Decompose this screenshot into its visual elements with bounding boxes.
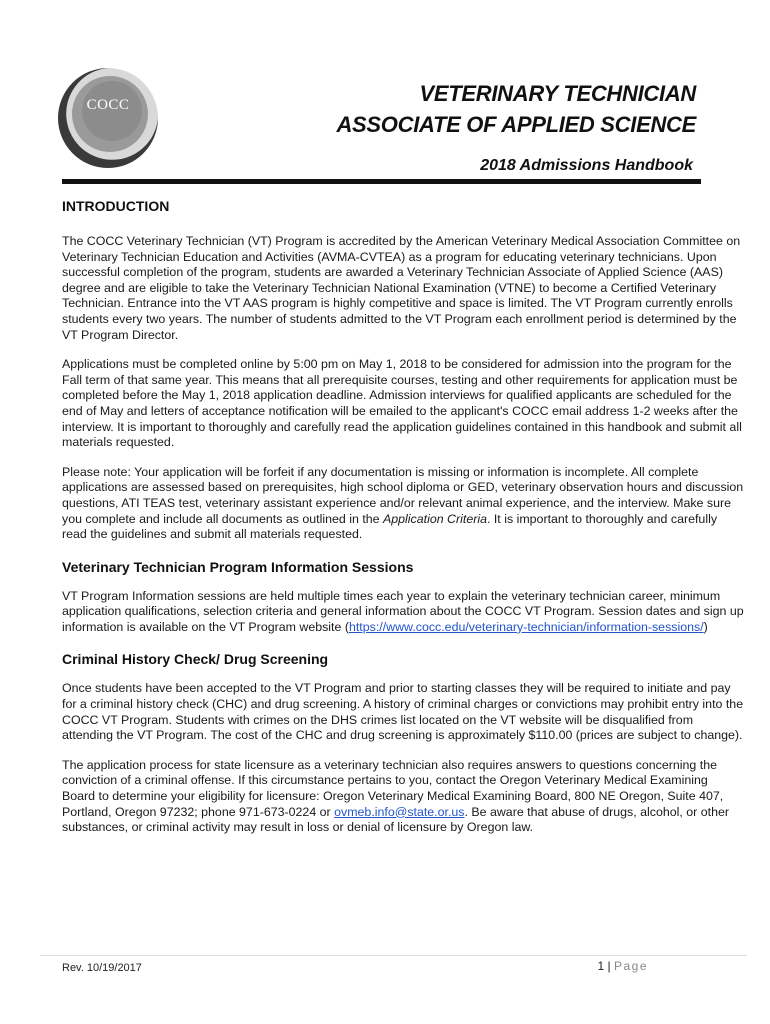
info-sessions-link[interactable]: https://www.cocc.edu/veterinary-technician/information-sessions/ bbox=[348, 619, 704, 634]
page-separator: | bbox=[607, 959, 611, 973]
document-subtitle: 2018 Admissions Handbook bbox=[480, 157, 693, 174]
title-line-2: ASSOCIATE OF APPLIED SCIENCE bbox=[336, 112, 696, 137]
criminal-p2-text-a: The application process for state licensure as a veterinary technician also requires answers to questions concerning the conviction of a criminal offense. If this circumstance pertains to you, contact the Oregon Veterinary Medical Examining Board to determine your eligibility for licensure: Oregon Veterinary Medical Examining Board, 800 NE Oregon, Suite 407, Portland, Oregon 97232; phone 971-673-0224 or bbox=[62, 757, 724, 819]
info-sessions-text-b: ) bbox=[703, 619, 708, 634]
intro-paragraph-1: The COCC Veterinary Technician (VT) Program is accredited by the American Veterinary Medical Association Committee on Veterinary Technician Education and Activities (AVMA-CVTEA) as a program for educating veterinary technicians. Upon successful completion of the program, students are awarded a Veterinary Technician Associate of Applied Science (AAS) degree and are eligible to take the Veterinary Technician National Examination (VTNE) to become a Certified Veterinary Technician. Entrance into the VT AAS program is highly competitive and space is limited. The VT Program currently enrolls students every two years. The number of students admitted to the VT Program each enrollment period is determined by the VT Program Director. bbox=[62, 234, 741, 342]
intro-paragraph-2: Applications must be completed online by 5:00 pm on May 1, 2018 to be considered for admission into the program for the Fall term of that same year. This means that all prerequisite courses, testing and other requirements for application must be completed before the May 1, 2018 application deadline. Admission interviews for qualified applicants are scheduled for the end of May and letters of acceptance notification will be emailed to the applicant's COCC email address 1-2 weeks after the interview. It is important to thoroughly and carefully read the application guidelines contained in this handbook and submit all materials requested. bbox=[62, 357, 742, 450]
header-divider bbox=[62, 179, 701, 184]
criminal-paragraph-1: Once students have been accepted to the VT Program and prior to starting classes they will be required to initiate and pay for a criminal history check (CHC) and drug screening. A history of criminal charges or convictions may prohibit entry into the COCC VT Program. Students with crimes on the DHS crimes list located on the VT website will be disqualified from attending the VT Program. The cost of the CHC and drug screening is approximately $110.00 (prices are subject to change). bbox=[62, 681, 744, 743]
criminal-paragraph-2 bbox=[62, 758, 744, 836]
document-title bbox=[336, 78, 696, 140]
logo-text: COCC bbox=[86, 97, 130, 113]
footer-divider bbox=[40, 955, 747, 956]
intro-p3-text-b: . It is important to thoroughly and carefully read the guidelines and submit all materials requested. bbox=[62, 511, 718, 542]
criminal-p2-text-b: . Be aware that abuse of drugs, alcohol, or other substances, or criminal activity may result in loss or denial of licensure by Oregon law. bbox=[62, 804, 729, 835]
intro-p3-text-a: Please note: Your application will be forfeit if any documentation is missing or information is incomplete. All complete applications are assessed based on prerequisites, high school diploma or GED, veterinary observation hours and discussion questions, ATI TEAS test, veterinary assistant experience and/or relevant animal experience, and the interview. Make sure you complete and include all documents as outlined in the bbox=[62, 464, 744, 526]
document-body bbox=[62, 196, 744, 836]
info-sessions-text-a: VT Program Information sessions are held multiple times each year to explain the veterinary technician career, minimum application qualifications, selection criteria and general information about the COCC VT Program. Session dates and sign up information is available on the VT Program website ( bbox=[62, 588, 744, 634]
criminal-check-heading: Criminal History Check/ Drug Screening bbox=[62, 651, 329, 668]
title-line-1: VETERINARY TECHNICIAN bbox=[419, 81, 696, 106]
intro-heading: INTRODUCTION bbox=[62, 198, 170, 214]
application-criteria-emphasis: Application Criteria bbox=[382, 511, 487, 526]
page-label: Page bbox=[613, 959, 648, 973]
board-email-link[interactable]: ovmeb.info@state.or.us bbox=[334, 804, 465, 819]
page-number: 1 bbox=[597, 959, 605, 973]
intro-paragraph-3 bbox=[62, 465, 744, 543]
revision-date: Rev. 10/19/2017 bbox=[62, 962, 142, 974]
info-sessions-paragraph bbox=[62, 589, 744, 636]
info-sessions-heading: Veterinary Technician Program Information Sessions bbox=[62, 558, 414, 575]
cocc-logo-icon bbox=[56, 66, 160, 170]
page-indicator bbox=[597, 959, 648, 973]
